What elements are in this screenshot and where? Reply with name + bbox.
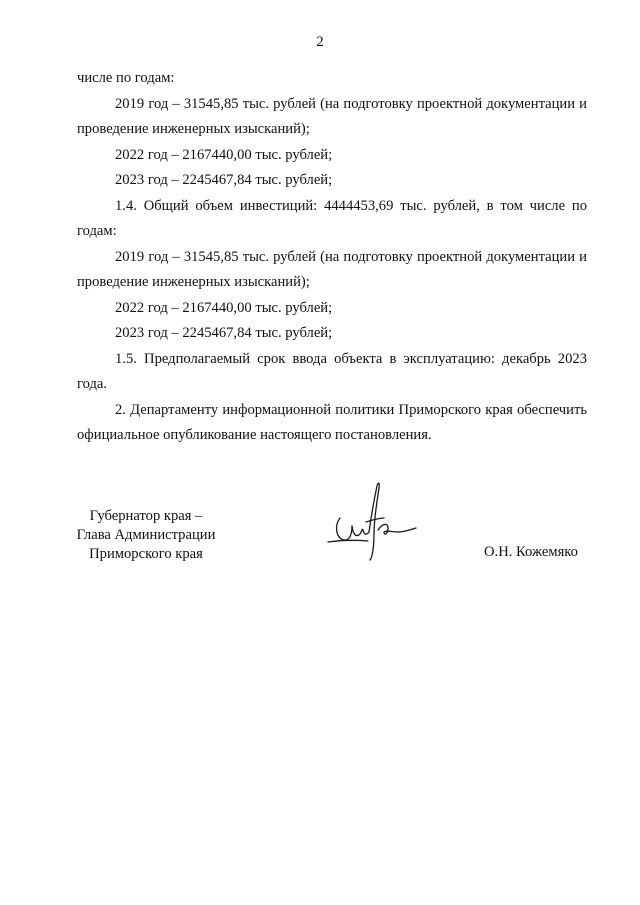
- signer-title-line-3: Приморского края: [89, 546, 203, 562]
- signer-title-line-1: Губернатор края –: [89, 508, 203, 524]
- handwritten-signature-icon: [322, 478, 418, 562]
- paragraph-2023-funding: 2023 год – 2245467,84 тыс. рублей;: [115, 172, 333, 188]
- paragraph-total-investment: 1.4. Общий объем инвестиций: 4444453,69 тыс. рублей, в том числе по годам:: [77, 197, 587, 239]
- signer-title: [72, 507, 220, 564]
- paragraph-publication-order: 2. Департаменту информационной политики Приморского края обеспечить официальное опубликование настоящего постановления.: [77, 401, 587, 443]
- signer-name: О.Н. Кожемяко: [484, 544, 578, 560]
- signer-title-line-2: Глава Администрации: [76, 527, 216, 543]
- paragraph-2019-funding: 2019 год – 31545,85 тыс. рублей (на подготовку проектной документации и проведение инженерных изысканий);: [77, 95, 587, 137]
- signature-block: [0, 500, 640, 580]
- paragraph-2019-investment: 2019 год – 31545,85 тыс. рублей (на подготовку проектной документации и проведение инженерных изысканий);: [77, 248, 587, 290]
- paragraph-2022-investment: 2022 год – 2167440,00 тыс. рублей;: [115, 299, 333, 316]
- paragraph-by-years-continued: числе по годам:: [77, 70, 175, 86]
- paragraph-2022-funding: 2022 год – 2167440,00 тыс. рублей;: [115, 146, 333, 163]
- page-number: 2: [316, 34, 324, 50]
- document-body: [77, 66, 587, 449]
- paragraph-2023-investment: 2023 год – 2245467,84 тыс. рублей;: [115, 325, 333, 341]
- paragraph-commissioning-date: 1.5. Предполагаемый срок ввода объекта в эксплуатацию: декабрь 2023 года.: [77, 350, 587, 392]
